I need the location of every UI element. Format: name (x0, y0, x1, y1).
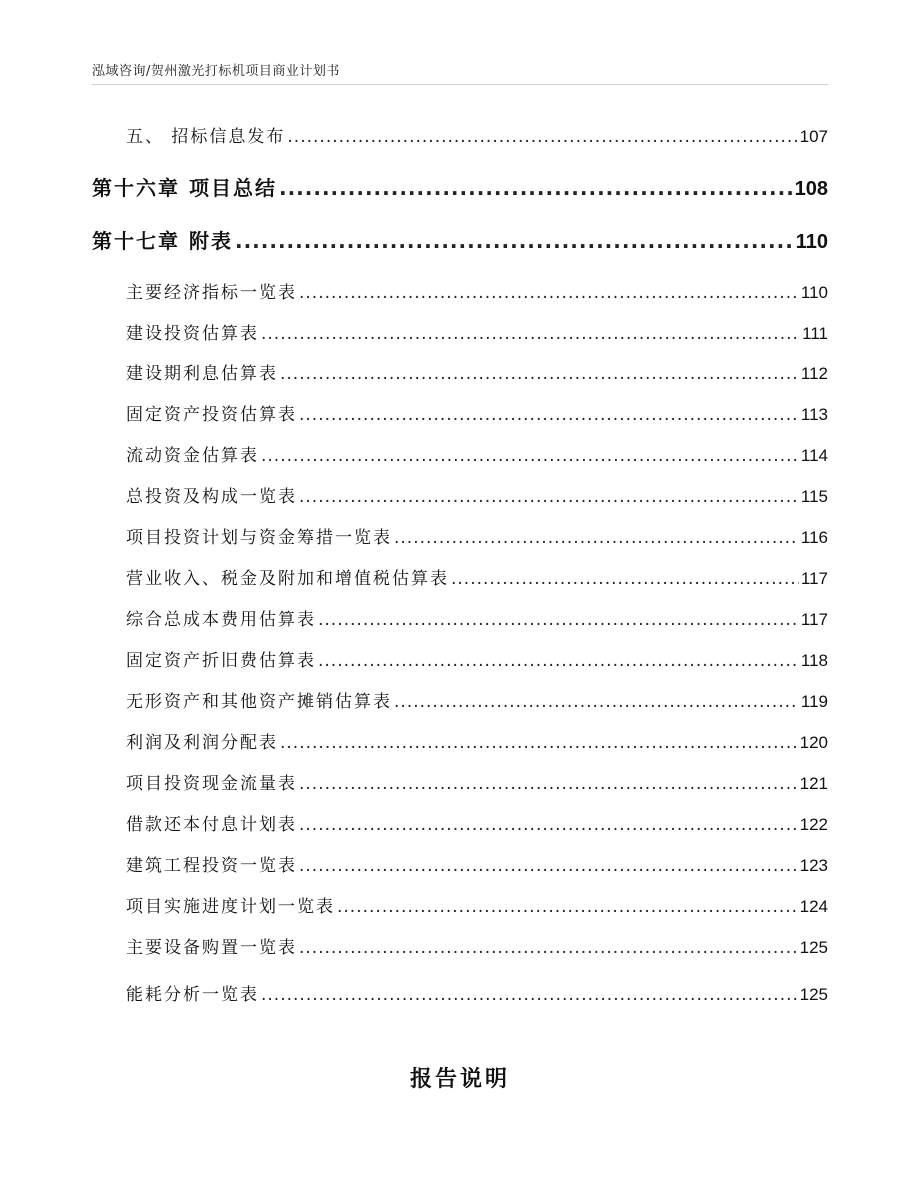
toc-entry[interactable] (126, 892, 828, 916)
toc-entry[interactable] (126, 482, 828, 506)
toc-dot-leader (394, 528, 799, 548)
toc-entry[interactable] (126, 278, 828, 302)
toc-entry[interactable] (126, 122, 828, 146)
toc-dot-leader (394, 692, 799, 712)
toc-entry-title: 五、 招标信息发布 (126, 127, 286, 147)
toc-dot-leader (299, 856, 798, 876)
toc-chapter-page: 110 (795, 231, 828, 253)
toc-dot-leader (235, 229, 794, 253)
toc-entry[interactable] (126, 564, 828, 588)
toc-entry-page: 125 (799, 985, 828, 1004)
toc-entry-title: 流动资金估算表 (126, 446, 259, 466)
toc-entry-title: 无形资产和其他资产摊销估算表 (126, 692, 392, 712)
toc-entry-title: 项目投资计划与资金筹措一览表 (126, 528, 392, 548)
toc-entry[interactable] (126, 810, 828, 834)
toc-entry[interactable] (126, 646, 828, 670)
toc-entry-page: 121 (799, 774, 828, 793)
toc-dot-leader (299, 938, 798, 958)
toc-entry[interactable] (126, 605, 828, 629)
toc-entry-page: 122 (799, 815, 828, 834)
toc-entry[interactable] (126, 933, 828, 957)
toc-dot-leader (261, 985, 798, 1005)
toc-chapter-title: 第十六章 项目总结 (92, 176, 277, 200)
toc-entry[interactable] (126, 728, 828, 752)
toc-entry-title: 项目投资现金流量表 (126, 774, 297, 794)
toc-entry-title: 营业收入、税金及附加和增值税估算表 (126, 569, 449, 589)
toc-dot-leader (299, 283, 799, 303)
toc-dot-leader (337, 897, 798, 917)
toc-entry-page: 125 (799, 938, 828, 957)
toc-entry-page: 117 (800, 610, 828, 629)
toc-entry-title: 能耗分析一览表 (126, 985, 259, 1005)
toc-entry-title: 项目实施进度计划一览表 (126, 897, 335, 917)
toc-entry[interactable] (126, 851, 828, 875)
toc-dot-leader (318, 610, 799, 630)
toc-entry-title: 利润及利润分配表 (126, 733, 278, 753)
toc-dot-leader (299, 405, 799, 425)
toc-entry-title: 主要经济指标一览表 (126, 283, 297, 303)
toc-entry[interactable] (126, 319, 828, 343)
toc-entry-title: 主要设备购置一览表 (126, 938, 297, 958)
toc-dot-leader (299, 487, 799, 507)
toc-entry-page: 124 (799, 897, 828, 916)
toc-entry-page: 112 (800, 364, 828, 383)
section-title: 报告说明 (409, 1067, 510, 1092)
toc-entry-title: 固定资产投资估算表 (126, 405, 297, 425)
page-header: 泓域咨询/贺州激光打标机项目商业计划书 (92, 64, 340, 79)
toc-entry[interactable] (126, 359, 828, 383)
toc-entry[interactable] (126, 441, 828, 465)
toc-entry-page: 113 (800, 405, 828, 424)
toc-dot-leader (280, 733, 798, 753)
toc-entry-page: 119 (800, 692, 828, 711)
toc-entry[interactable] (126, 769, 828, 793)
header-divider (92, 84, 828, 85)
toc-entry[interactable] (126, 980, 828, 1004)
toc-entry-title: 建筑工程投资一览表 (126, 856, 297, 876)
toc-dot-leader (318, 651, 799, 671)
toc-entry-page: 107 (799, 127, 828, 146)
toc-dot-leader (287, 127, 797, 147)
toc-entry-title: 固定资产折旧费估算表 (126, 651, 316, 671)
toc-dot-leader (279, 176, 793, 200)
toc-entry-page: 116 (800, 528, 828, 547)
toc-dot-leader (299, 774, 798, 794)
toc-chapter-entry[interactable] (92, 172, 828, 200)
toc-entry[interactable] (126, 687, 828, 711)
toc-chapter-page: 108 (794, 178, 828, 200)
toc-entry-page: 123 (799, 856, 828, 875)
toc-dot-leader (261, 324, 800, 344)
toc-chapter-entry[interactable] (92, 225, 828, 253)
toc-entry-title: 总投资及构成一览表 (126, 487, 297, 507)
toc-dot-leader (261, 446, 799, 466)
toc-entry[interactable] (126, 400, 828, 424)
toc-entry[interactable] (126, 523, 828, 547)
toc-entry-title: 建设投资估算表 (126, 324, 259, 344)
toc-entry-page: 117 (800, 569, 828, 588)
toc-dot-leader (299, 815, 798, 835)
toc-entry-title: 综合总成本费用估算表 (126, 610, 316, 630)
toc-dot-leader (280, 364, 799, 384)
toc-entry-page: 111 (802, 324, 828, 343)
toc-entry-page: 114 (800, 446, 828, 465)
toc-entry-page: 110 (800, 283, 828, 302)
toc-dot-leader (451, 569, 799, 589)
toc-entry-page: 118 (800, 651, 828, 670)
toc-entry-page: 115 (800, 487, 828, 506)
toc-entry-page: 120 (799, 733, 828, 752)
toc-entry-title: 借款还本付息计划表 (126, 815, 297, 835)
toc-chapter-title: 第十七章 附表 (92, 229, 233, 253)
toc-entry-title: 建设期利息估算表 (126, 364, 278, 384)
